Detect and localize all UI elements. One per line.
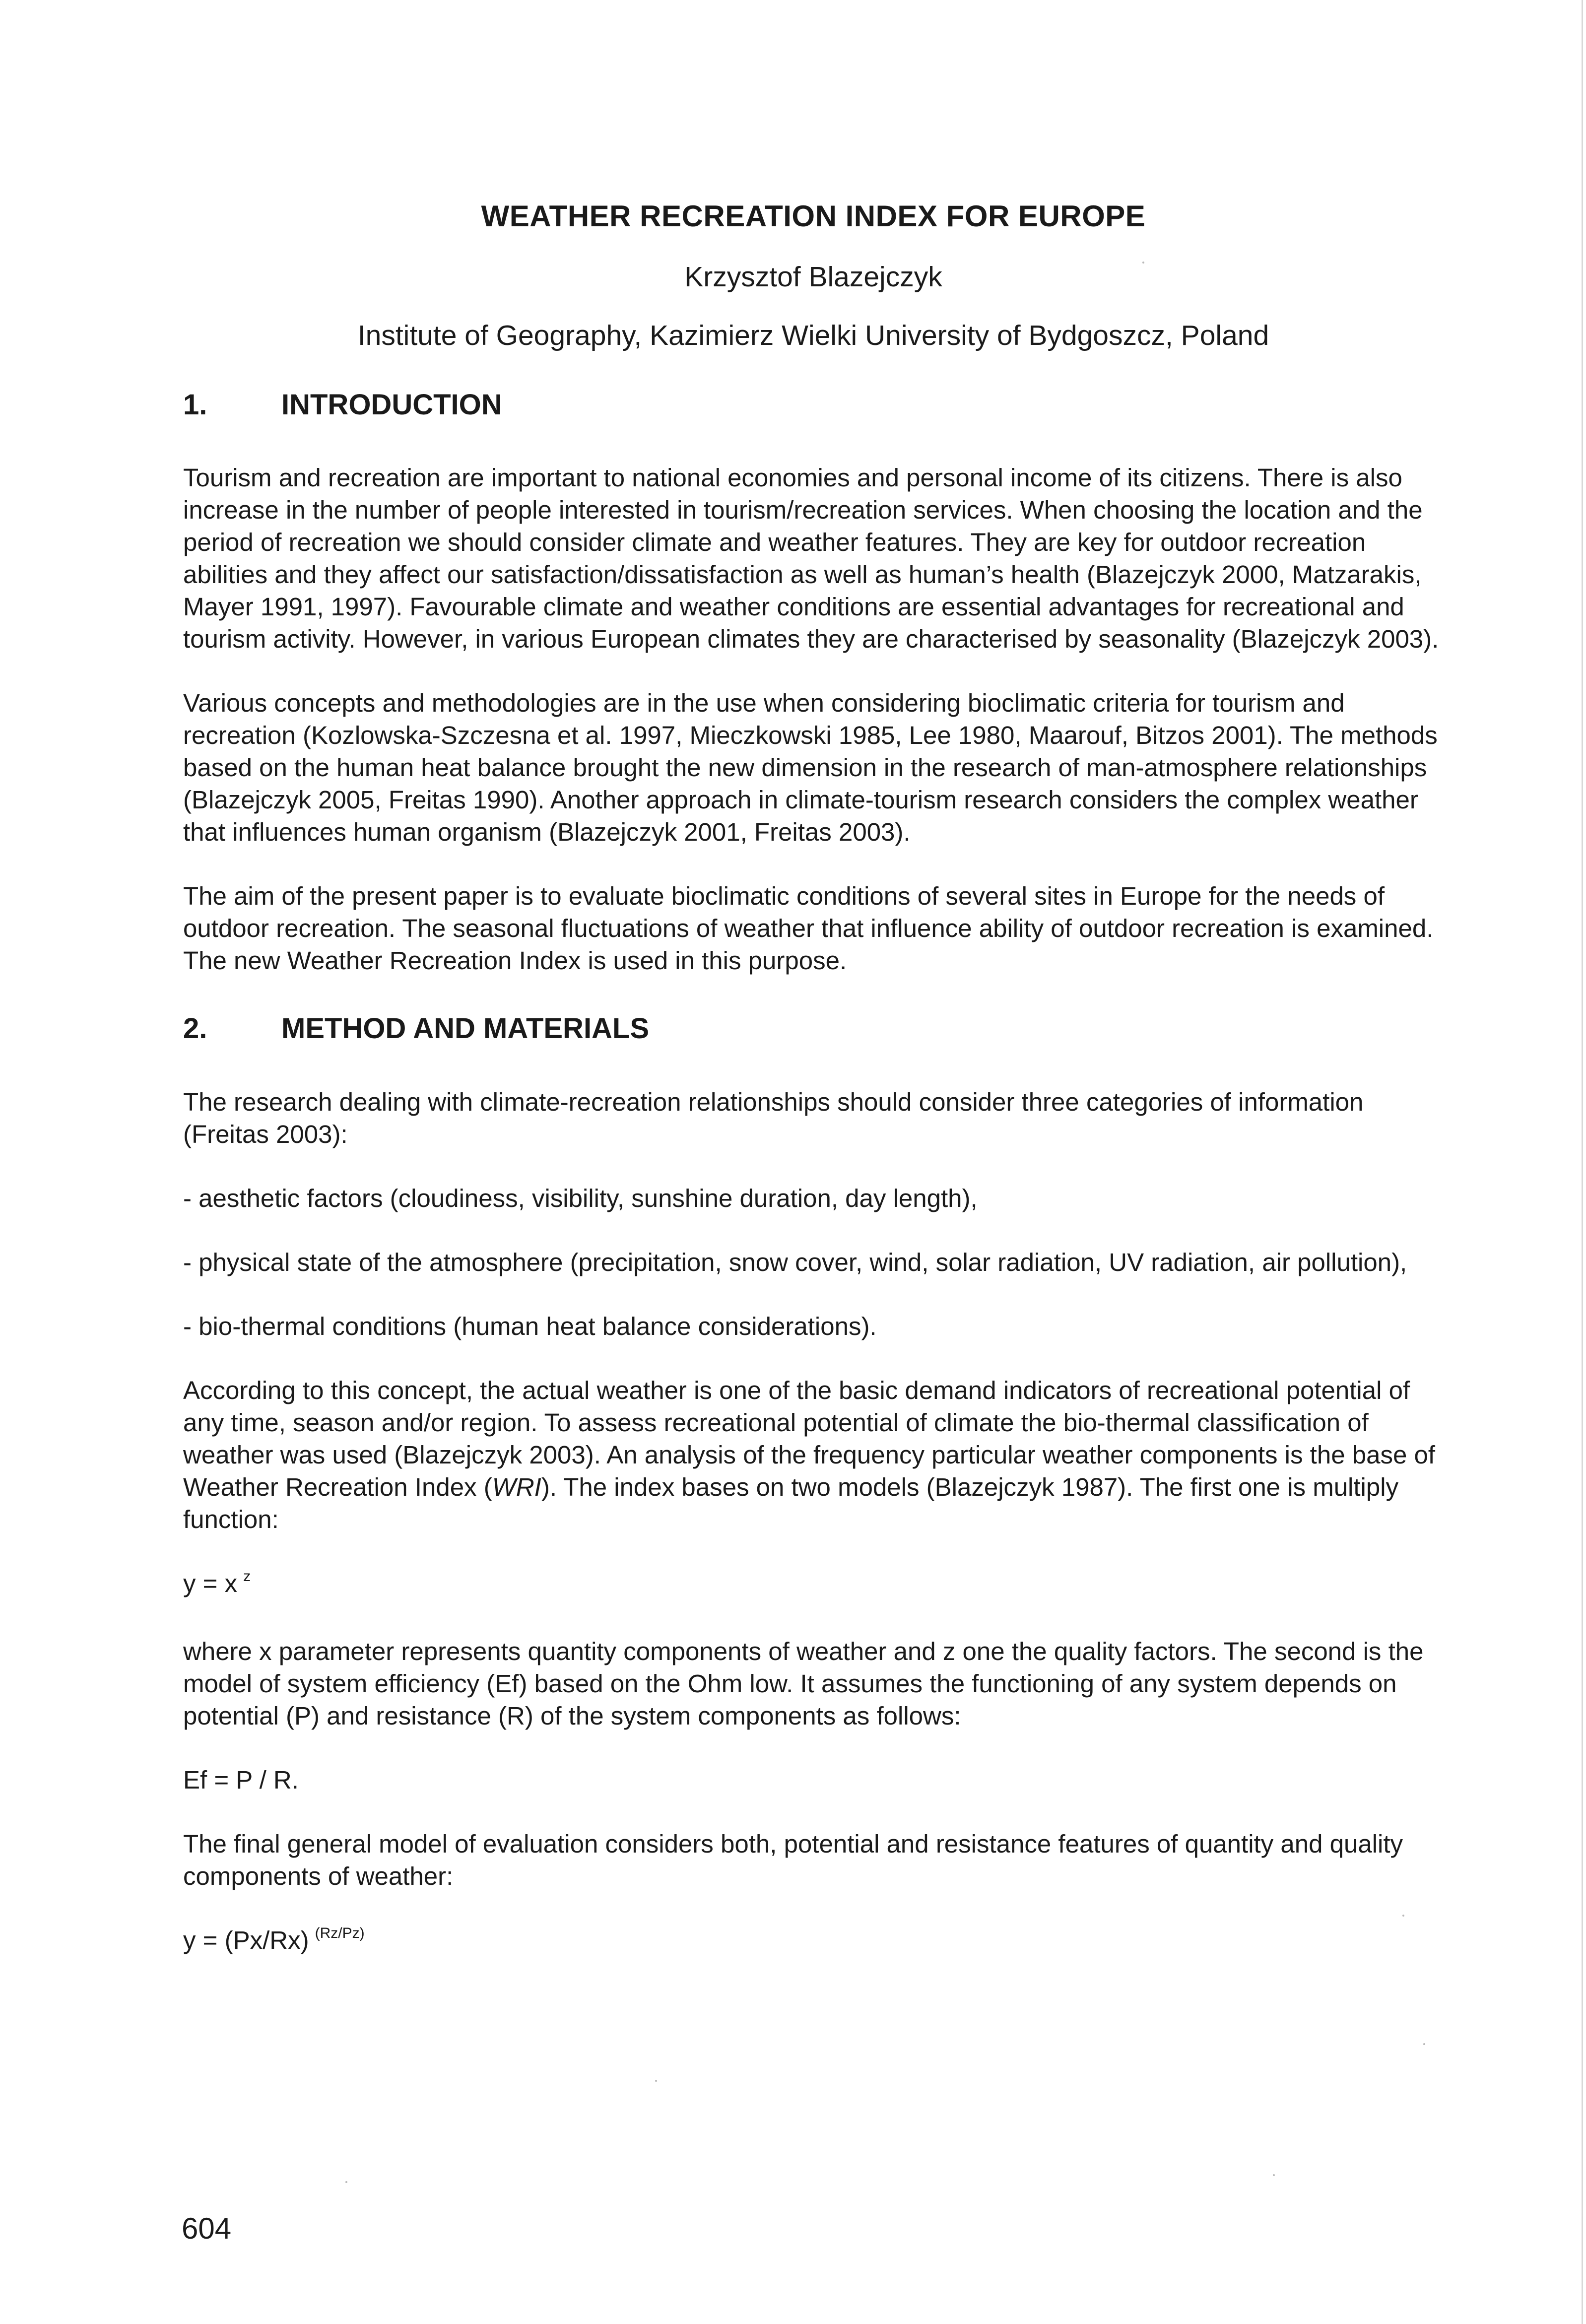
paper-author: Krzysztof Blazejczyk [684, 261, 942, 293]
scan-edge [1582, 0, 1583, 2324]
paper-title: WEATHER RECREATION INDEX FOR EUROPE [481, 199, 1146, 233]
concept-paragraph [183, 1374, 1444, 1535]
formula-general-model [183, 1924, 1444, 1960]
list-item-physical-state: - physical state of the atmosphere (precipitation, snow cover, wind, solar radiation, UV radiation, air pollution), [183, 1248, 1407, 1276]
introduction-paragraph-2: Various concepts and methodologies are in the use when considering bioclimatic criteria for tourism and recreation (Kozlowska-Szczesna et al. 1997, Mieczkowski 1985, Lee 1980, Maarouf, Bitzos 2001). The methods based on the human heat balance brought the new dimension in the research of man-atmosphere relationships (Blazejczyk 2005, Freitas 1990). Another approach in climate-tourism research considers the complex weather that influences human organism (Blazejczyk 2001, Freitas 2003). [183, 689, 1438, 847]
scan-speck [345, 2181, 347, 2183]
scan-speck [655, 2080, 657, 2082]
formula-exponent: z [243, 1568, 251, 1585]
method-intro-paragraph: The research dealing with climate-recreation relationships should consider three categories of information (Freitas 2003): [183, 1087, 1364, 1148]
final-model-paragraph: The final general model of evaluation considers both, potential and resistance features of quantity and quality components of weather: [183, 1829, 1403, 1890]
concept-text-after: ). The index bases on two models (Blazejczyk 1987). The first one is multiply function: [183, 1472, 1399, 1533]
scan-speck [1423, 2043, 1425, 2045]
list-item-bio-thermal: - bio-thermal conditions (human heat balance considerations). [183, 1312, 877, 1340]
formula-base: y = (Px/Rx) [183, 1926, 309, 1954]
introduction-paragraph-1: Tourism and recreation are important to national economies and personal income of its citizens. There is also increase in the number of people interested in tourism/recreation services. When choosing the location and the period of recreation we should consider climate and weather features. They are key for outdoor recreation abilities and they affect our satisfaction/dissatisfaction as well as human’s health (Blazejczyk 2000, Matzarakis, Mayer 1991, 1997). Favourable climate and weather conditions are essential advantages for recreational and tourism activity. However, in various European climates they are characterised by seasonality (Blazejczyk 2003). [183, 464, 1439, 654]
formula-system-efficiency: Ef = P / R. [183, 1765, 299, 1794]
scan-speck [1273, 2174, 1275, 2176]
paper-affiliation: Institute of Geography, Kazimierz Wielki University of Bydgoszcz, Poland [357, 320, 1269, 352]
section-number: 1. [183, 388, 207, 421]
wri-abbreviation: WRI [492, 1472, 541, 1501]
section-heading-method-and-materials [183, 1011, 1444, 1046]
section-title: METHOD AND MATERIALS [281, 1012, 650, 1045]
paper-content [183, 199, 1444, 1960]
formula-multiply-function [183, 1567, 1444, 1603]
formula-exponent: (Rz/Pz) [315, 1925, 365, 1941]
section-number: 2. [183, 1012, 207, 1045]
where-paragraph: where x parameter represents quantity components of weather and z one the quality factors. The second is the model of system efficiency (Ef) based on the Ohm low. It assumes the functioning of any system depends on potential (P) and resistance (R) of the system components as follows: [183, 1637, 1424, 1730]
section-heading-introduction [183, 388, 1444, 422]
section-title: INTRODUCTION [281, 388, 502, 421]
concept-text-before: According to this concept, the actual weather is one of the basic demand indicators of recreational potential of any time, season and/or region. To assess recreational potential of climate the bio-thermal classification of weather was used (Blazejczyk 2003). An analysis of the frequency particular weather components is the base of Weather Recreation Index ( [183, 1376, 1436, 1501]
introduction-paragraph-3: The aim of the present paper is to evaluate bioclimatic conditions of several sites in Europe for the needs of outdoor recreation. The seasonal fluctuations of weather that influence ability of outdoor recreation is examined. The new Weather Recreation Index is used in this purpose. [183, 882, 1434, 975]
formula-base: y = x [183, 1569, 238, 1597]
list-item-aesthetic-factors: - aesthetic factors (cloudiness, visibility, sunshine duration, day length), [183, 1184, 978, 1212]
page-number: 604 [182, 2212, 232, 2245]
